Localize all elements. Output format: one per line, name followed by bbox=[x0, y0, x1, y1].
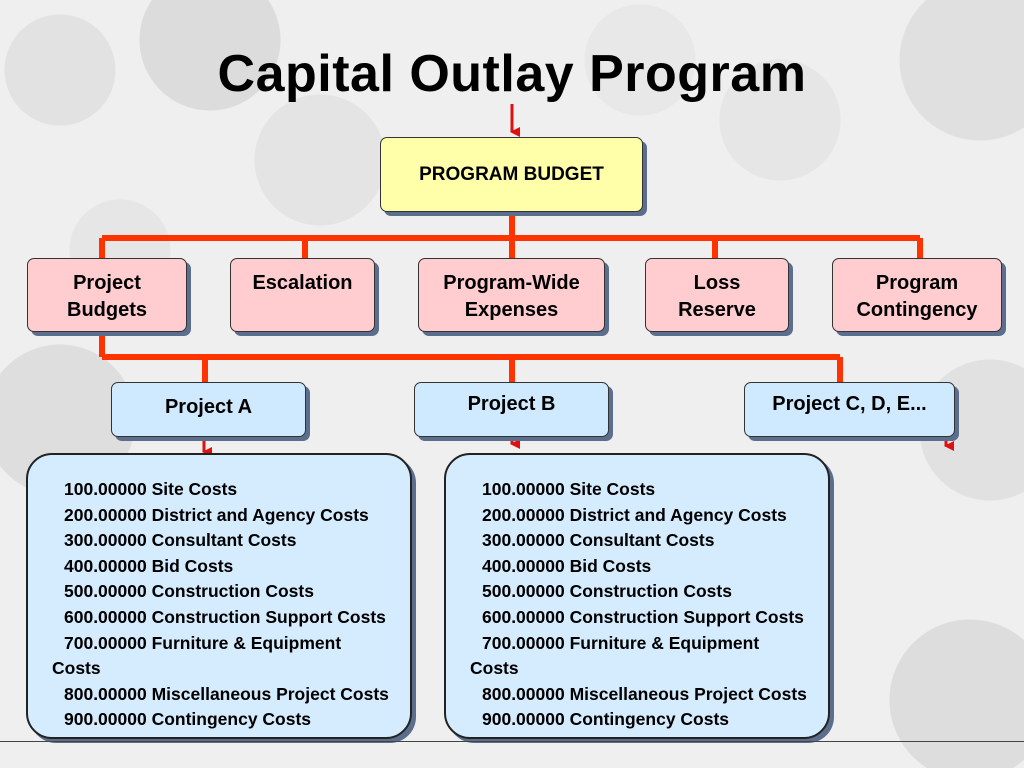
project-a-box: Project A bbox=[111, 382, 306, 437]
category-label-line2: Contingency bbox=[856, 299, 978, 321]
category-label-line2: Budgets bbox=[67, 299, 147, 321]
budgets-to-projects-connector bbox=[102, 332, 840, 382]
category-program-wide-expenses bbox=[418, 258, 605, 332]
category-loss-reserve bbox=[645, 258, 789, 332]
category-label-line1: Program-Wide bbox=[443, 272, 580, 294]
cost-item: 700.00000 Furniture & Equipment bbox=[64, 632, 342, 653]
project-b-cost-list bbox=[444, 453, 830, 739]
cost-item: 200.00000 District and Agency Costs bbox=[482, 504, 787, 525]
diagram-title: Capital Outlay Program bbox=[217, 45, 807, 103]
category-label-line1: Escalation bbox=[252, 272, 353, 294]
cost-item: 100.00000 Site Costs bbox=[482, 479, 656, 499]
program-budget-box: PROGRAM BUDGET bbox=[380, 137, 643, 212]
cost-item: 500.00000 Construction Costs bbox=[482, 581, 732, 602]
cost-item: 500.00000 Construction Costs bbox=[64, 581, 314, 602]
cost-item: 800.00000 Miscellaneous Project Costs bbox=[64, 683, 389, 704]
cost-item: 400.00000 Bid Costs bbox=[64, 555, 234, 576]
cost-item: 300.00000 Consultant Costs bbox=[64, 530, 297, 551]
cost-item: 600.00000 Construction Support Costs bbox=[64, 606, 386, 627]
cost-item: 100.00000 Site Costs bbox=[64, 479, 238, 499]
cost-item: 700.00000 Furniture & Equipment bbox=[482, 632, 760, 653]
category-label-line1: Program bbox=[875, 272, 959, 294]
category-program-contingency bbox=[832, 258, 1002, 332]
cost-item: 400.00000 Bid Costs bbox=[482, 555, 652, 576]
cost-item-continuation: Costs bbox=[52, 658, 101, 679]
category-label-line2: Expenses bbox=[464, 299, 559, 321]
category-label-line1: Project bbox=[73, 272, 141, 294]
cost-item: 800.00000 Miscellaneous Project Costs bbox=[482, 683, 807, 704]
project-a-cost-list bbox=[26, 453, 412, 739]
cost-item: 900.00000 Contingency Costs bbox=[482, 709, 730, 730]
category-escalation bbox=[230, 258, 375, 332]
project-cde-box: Project C, D, E... bbox=[744, 382, 955, 437]
project-b-box: Project B bbox=[414, 382, 609, 437]
cost-item: 600.00000 Construction Support Costs bbox=[482, 606, 804, 627]
budget-to-categories-connector bbox=[102, 212, 920, 258]
cost-item: 200.00000 District and Agency Costs bbox=[64, 504, 369, 525]
category-label-line2: Reserve bbox=[678, 299, 756, 321]
cost-item: 900.00000 Contingency Costs bbox=[64, 709, 312, 730]
cost-item: 300.00000 Consultant Costs bbox=[482, 530, 715, 551]
category-project-budgets bbox=[27, 258, 187, 332]
category-label-line1: Loss bbox=[693, 272, 741, 294]
cost-item-continuation: Costs bbox=[470, 658, 519, 679]
footer-divider bbox=[0, 741, 1024, 742]
